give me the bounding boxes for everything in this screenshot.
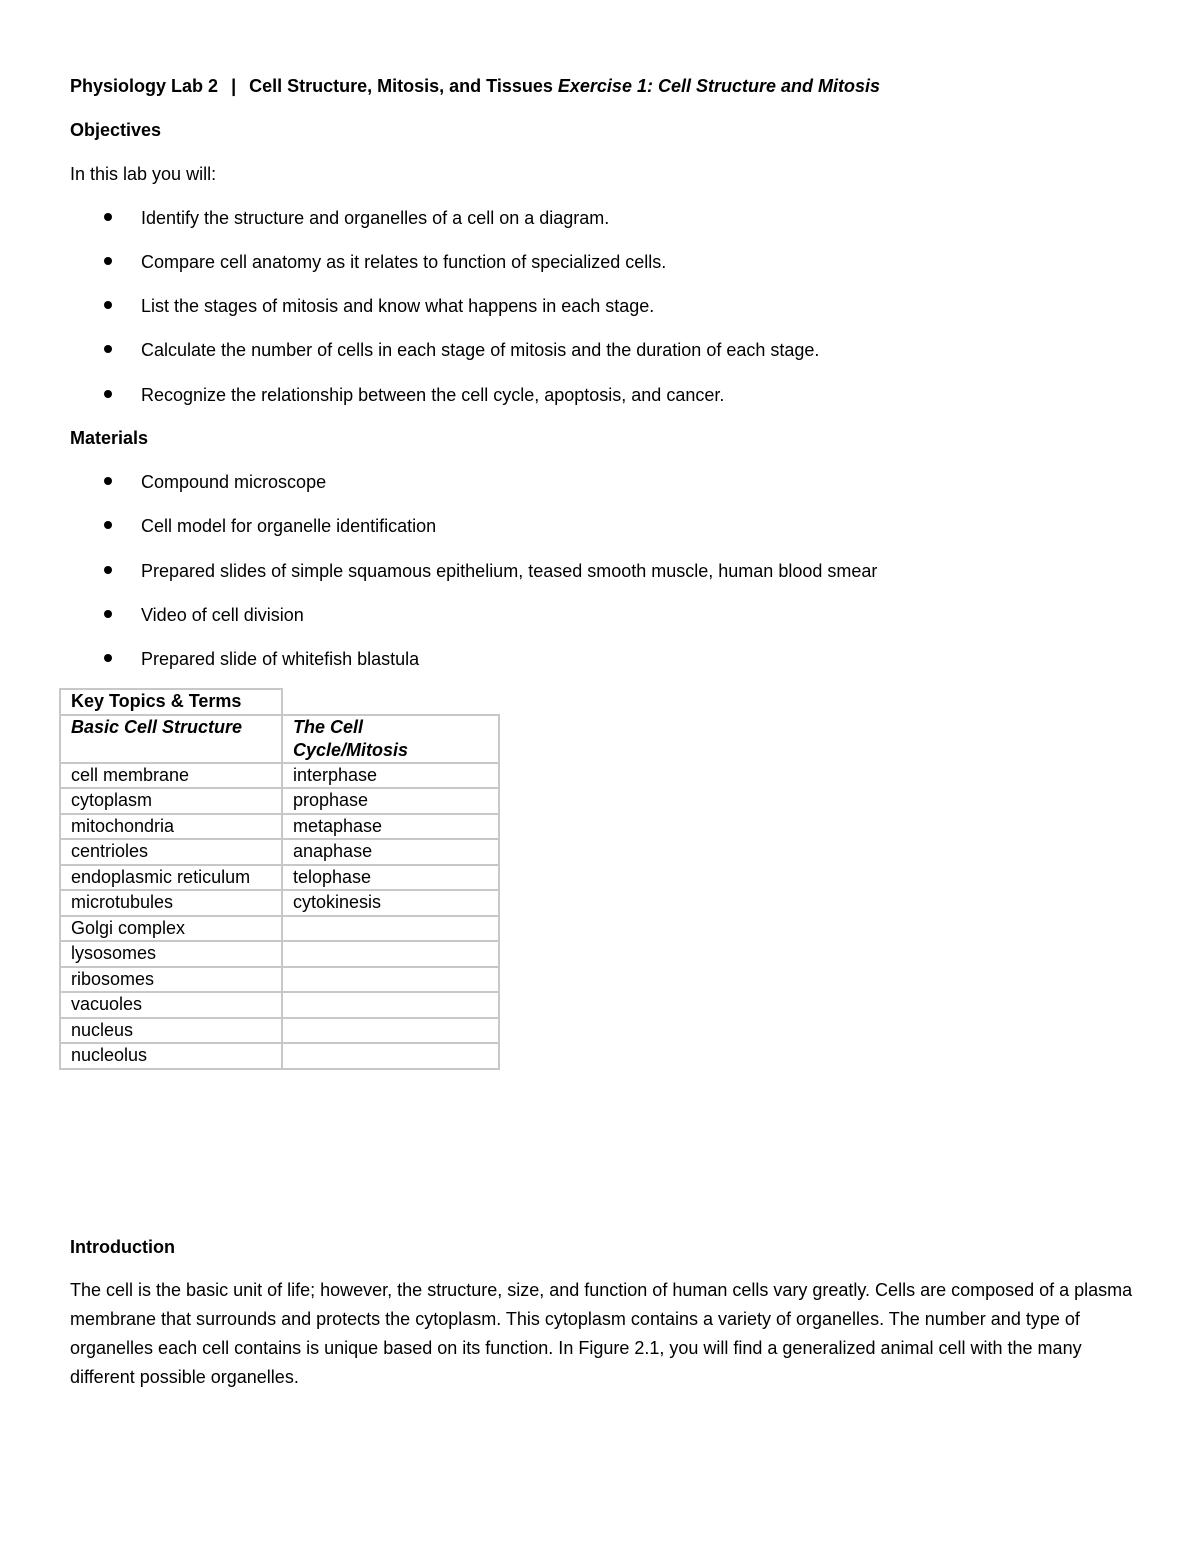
bullet-icon <box>104 566 112 574</box>
table-cell <box>282 992 499 1018</box>
key-terms-table <box>59 688 500 1070</box>
bullet-icon <box>104 257 112 265</box>
table-row <box>60 814 499 840</box>
table-row <box>60 788 499 814</box>
table-cell: prophase <box>282 788 499 814</box>
table-cell: telophase <box>282 865 499 891</box>
table-cell <box>282 1018 499 1044</box>
bullet-icon <box>104 610 112 618</box>
bullet-icon <box>104 521 112 529</box>
materials-heading: Materials <box>70 428 149 448</box>
objectives-heading: Objectives <box>70 120 162 140</box>
header-separator: | <box>231 76 237 96</box>
table-row <box>60 865 499 891</box>
table-cell: interphase <box>282 763 499 789</box>
table-cell <box>282 967 499 993</box>
objectives-intro: In this lab you will: <box>70 164 217 184</box>
document-header <box>70 75 880 97</box>
table-row <box>60 1043 499 1069</box>
bullet-icon <box>104 301 112 309</box>
material-item: Compound microscope <box>141 472 327 492</box>
table-row <box>60 890 499 916</box>
table-row <box>60 967 499 993</box>
table-cell <box>282 916 499 942</box>
material-item: Prepared slides of simple squamous epithelium, teased smooth muscle, human blood smear <box>141 561 878 581</box>
table-row <box>60 992 499 1018</box>
bullet-icon <box>104 477 112 485</box>
objective-item: Calculate the number of cells in each stage of mitosis and the duration of each stage. <box>141 340 820 360</box>
table-row <box>60 763 499 789</box>
table-cell: cytokinesis <box>282 890 499 916</box>
col-header-cell-cycle-line2: Cycle/Mitosis <box>293 739 409 760</box>
topic-title: Cell Structure, Mitosis, and Tissues <box>249 76 553 96</box>
table-cell: mitochondria <box>60 814 282 840</box>
table-cell: metaphase <box>282 814 499 840</box>
table-cell: lysosomes <box>60 941 282 967</box>
table-cell: anaphase <box>282 839 499 865</box>
material-item: Video of cell division <box>141 605 304 625</box>
objective-item: Compare cell anatomy as it relates to function of specialized cells. <box>141 252 667 272</box>
table-title: Key Topics & Terms <box>60 689 282 715</box>
table-cell: endoplasmic reticulum <box>60 865 282 891</box>
table-header-row <box>60 715 499 763</box>
table-cell: centrioles <box>60 839 282 865</box>
table-cell <box>282 941 499 967</box>
table-row <box>60 916 499 942</box>
bullet-icon <box>104 213 112 221</box>
table-row <box>60 1018 499 1044</box>
table-cell: cell membrane <box>60 763 282 789</box>
exercise-title: Exercise 1: Cell Structure and Mitosis <box>557 76 881 96</box>
table-cell: Golgi complex <box>60 916 282 942</box>
table-row <box>60 941 499 967</box>
table-cell: ribosomes <box>60 967 282 993</box>
table-title-blank <box>282 689 499 715</box>
table-row <box>60 839 499 865</box>
col-header-cell-cycle-line1: The Cell <box>293 716 364 737</box>
table-cell: vacuoles <box>60 992 282 1018</box>
objective-item: Identify the structure and organelles of a cell on a diagram. <box>141 208 610 228</box>
bullet-icon <box>104 390 112 398</box>
table-title-row <box>60 689 499 715</box>
table-cell: cytoplasm <box>60 788 282 814</box>
bullet-icon <box>104 654 112 662</box>
objective-item: List the stages of mitosis and know what happens in each stage. <box>141 296 655 316</box>
objective-item: Recognize the relationship between the cell cycle, apoptosis, and cancer. <box>141 385 725 405</box>
table-cell: microtubules <box>60 890 282 916</box>
material-item: Prepared slide of whitefish blastula <box>141 649 420 669</box>
table-cell: nucleus <box>60 1018 282 1044</box>
introduction-text: The cell is the basic unit of life; however, the structure, size, and function of human cells vary greatly. Cells are composed of a plasma membrane that surrounds and protects the cytoplasm. This cytoplasm contains a variety of organelles. The number and type of organelles each cell contains is unique based on its function. In Figure 2.1, you will find a generalized animal cell with the many different possible organelles. <box>70 1280 1133 1387</box>
col-header-basic-cell-structure: Basic Cell Structure <box>60 715 282 763</box>
table-cell <box>282 1043 499 1069</box>
col-header-cell-cycle <box>282 715 499 763</box>
course-title: Physiology Lab 2 <box>70 76 219 96</box>
introduction-heading: Introduction <box>70 1237 175 1257</box>
material-item: Cell model for organelle identification <box>141 516 437 536</box>
table-cell: nucleolus <box>60 1043 282 1069</box>
bullet-icon <box>104 345 112 353</box>
